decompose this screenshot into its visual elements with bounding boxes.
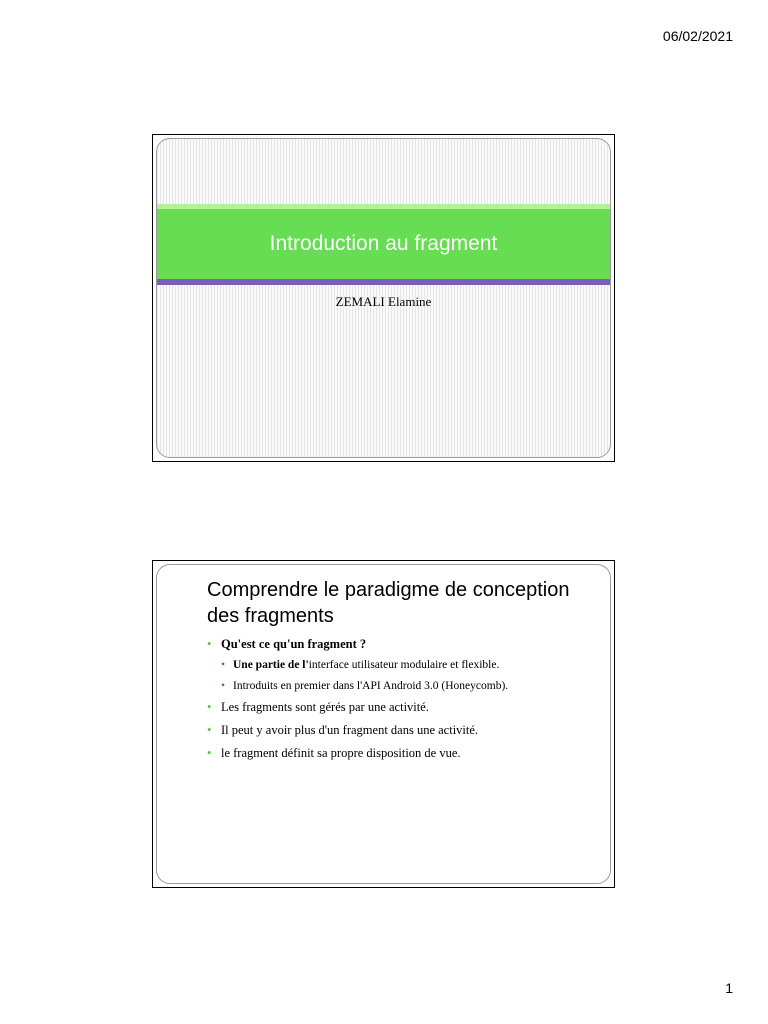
bullet-text: Il peut y avoir plus d'un fragment dans une activité. <box>221 723 479 737</box>
bullet-text: Les fragments sont gérés par une activité. <box>221 700 429 714</box>
bullet-text: interface utilisateur modulaire et flexible. <box>308 659 500 671</box>
bullet-bold-text: Une partie de l' <box>233 659 309 671</box>
slide-1-title: Introduction au fragment <box>269 232 498 255</box>
list-item <box>207 700 607 715</box>
list-item <box>207 746 607 761</box>
list-item <box>207 679 607 694</box>
slide-1-title-band <box>157 209 610 279</box>
list-item <box>207 723 607 738</box>
list-item <box>207 658 607 673</box>
bullet-text: le fragment définit sa propre disposition de vue. <box>221 746 461 760</box>
page-number: 1 <box>725 980 733 996</box>
slide-2 <box>152 560 615 888</box>
slide-1-author: ZEMALI Elamine <box>335 294 432 309</box>
slide-2-bullet-list <box>207 637 607 769</box>
slide-2-frame <box>156 564 611 884</box>
slide-2-title: Comprendre le paradigme de conception des fragments <box>207 579 570 627</box>
header-date: 06/02/2021 <box>662 28 733 44</box>
bullet-text: Qu'est ce qu'un fragment ? <box>221 637 367 651</box>
list-item <box>207 637 607 652</box>
slide-1-frame <box>156 138 611 458</box>
bullet-text: Introduits en premier dans l'API Android 3.0 (Honeycomb). <box>233 680 509 692</box>
title-bottom-accent <box>157 279 610 285</box>
slide-1 <box>152 134 615 462</box>
